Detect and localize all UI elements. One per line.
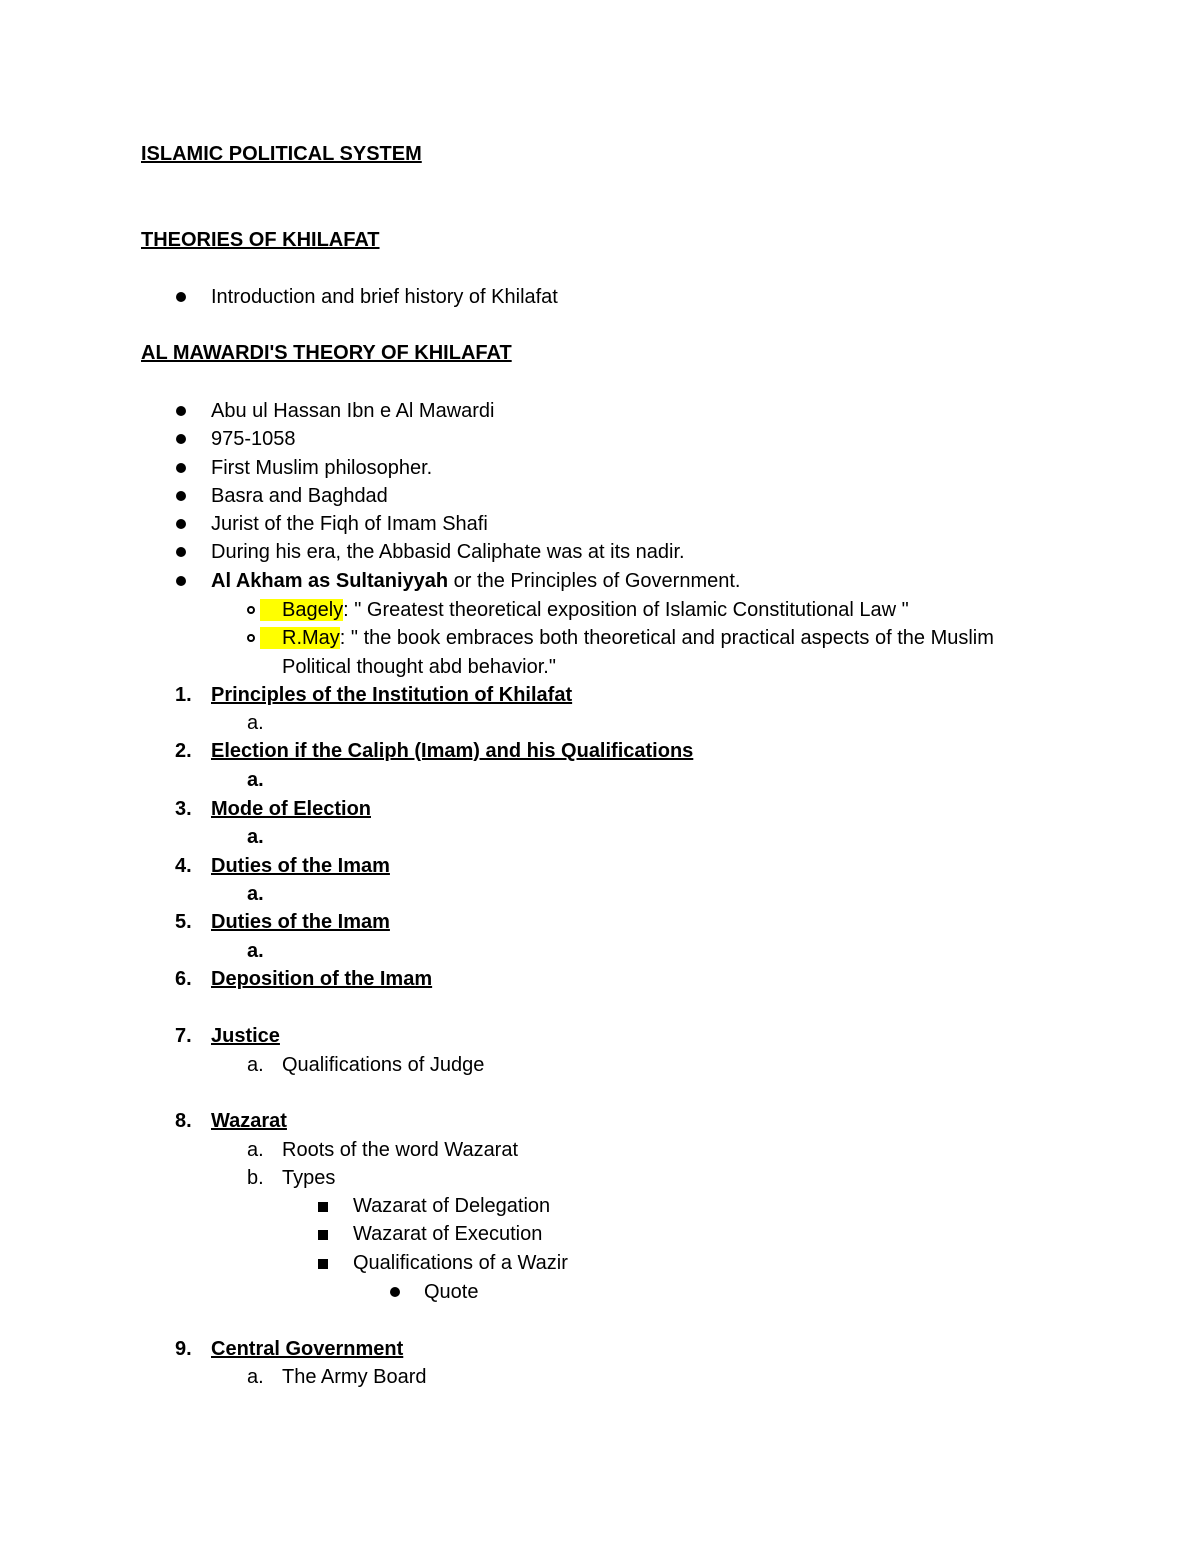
outline-heading: Duties of the Imam (211, 855, 390, 877)
outline-sub-label: a. (247, 883, 264, 905)
quote-text-continued: Political thought abd behavior." (282, 656, 556, 678)
outline-sub-label: b. (247, 1167, 264, 1189)
list-item: 975-1058 (211, 428, 296, 450)
square-bullet-icon (318, 1259, 328, 1269)
outline-sub-item: Qualifications of Judge (282, 1054, 485, 1076)
outline-heading: Wazarat (211, 1110, 287, 1132)
outline-heading: Election if the Caliph (Imam) and his Qualifications (211, 740, 694, 762)
outline-number: 8. (175, 1110, 192, 1132)
list-item: Introduction and brief history of Khilafat (211, 286, 558, 308)
outline-number: 9. (175, 1338, 192, 1360)
outline-sub-label: a. (247, 1054, 264, 1076)
list-item-book (211, 567, 740, 595)
list-item: Wazarat of Delegation (353, 1195, 551, 1217)
quote-text: : " Greatest theoretical exposition of Islamic Constitutional Law " (343, 599, 909, 621)
outline-heading: Principles of the Institution of Khilafat (211, 684, 573, 706)
square-bullet-icon (318, 1230, 328, 1240)
quote-text: : " the book embraces both theoretical and practical aspects of the Muslim (339, 627, 994, 649)
list-item: Quote (424, 1281, 479, 1303)
bullet-icon (176, 292, 186, 302)
quote-item (260, 624, 994, 652)
hollow-bullet-icon (247, 606, 255, 614)
bullet-icon (176, 406, 186, 416)
list-item: First Muslim philosopher. (211, 457, 433, 479)
outline-sub-label: a. (247, 769, 264, 791)
bullet-icon (176, 491, 186, 501)
outline-sub-label: a. (247, 1366, 264, 1388)
document-title: ISLAMIC POLITICAL SYSTEM (141, 143, 422, 165)
outline-number: 6. (175, 968, 192, 990)
quote-author-highlight: Bagely (260, 599, 343, 621)
list-item: Jurist of the Fiqh of Imam Shafi (211, 513, 488, 535)
section-heading-mawardi: AL MAWARDI'S THEORY OF KHILAFAT (141, 342, 512, 364)
outline-heading: Justice (211, 1025, 280, 1047)
outline-number: 4. (175, 855, 192, 877)
outline-heading: Central Government (211, 1338, 404, 1360)
hollow-bullet-icon (247, 634, 255, 642)
outline-sub-label: a. (247, 1139, 264, 1161)
quote-author-highlight: R.May (260, 627, 340, 649)
bullet-icon (176, 463, 186, 473)
list-item: Abu ul Hassan Ibn e Al Mawardi (211, 400, 495, 422)
outline-number: 3. (175, 798, 192, 820)
list-item: Basra and Baghdad (211, 485, 388, 507)
list-item: During his era, the Abbasid Caliphate was at its nadir. (211, 541, 685, 563)
bullet-icon (176, 434, 186, 444)
outline-sub-item: Types (282, 1167, 336, 1189)
book-title: Al Akham as Sultaniyyah (211, 570, 449, 592)
bullet-icon (176, 519, 186, 529)
outline-number: 5. (175, 911, 192, 933)
outline-number: 1. (175, 684, 192, 706)
outline-sub-label: a. (247, 940, 264, 962)
book-description: or the Principles of Government. (448, 570, 741, 592)
square-bullet-icon (318, 1202, 328, 1212)
bullet-icon (390, 1287, 400, 1297)
bullet-icon (176, 576, 186, 586)
outline-number: 2. (175, 740, 192, 762)
outline-sub-item: The Army Board (282, 1366, 427, 1388)
quote-item (260, 596, 909, 624)
outline-heading: Duties of the Imam (211, 911, 390, 933)
outline-sub-label: a. (247, 712, 264, 734)
section-heading-theories: THEORIES OF KHILAFAT (141, 229, 380, 251)
outline-sub-label: a. (247, 826, 264, 848)
outline-number: 7. (175, 1025, 192, 1047)
list-item: Wazarat of Execution (353, 1223, 543, 1245)
outline-heading: Mode of Election (211, 798, 371, 820)
outline-heading: Deposition of the Imam (211, 968, 433, 990)
bullet-icon (176, 547, 186, 557)
outline-sub-item: Roots of the word Wazarat (282, 1139, 519, 1161)
list-item: Qualifications of a Wazir (353, 1252, 568, 1274)
